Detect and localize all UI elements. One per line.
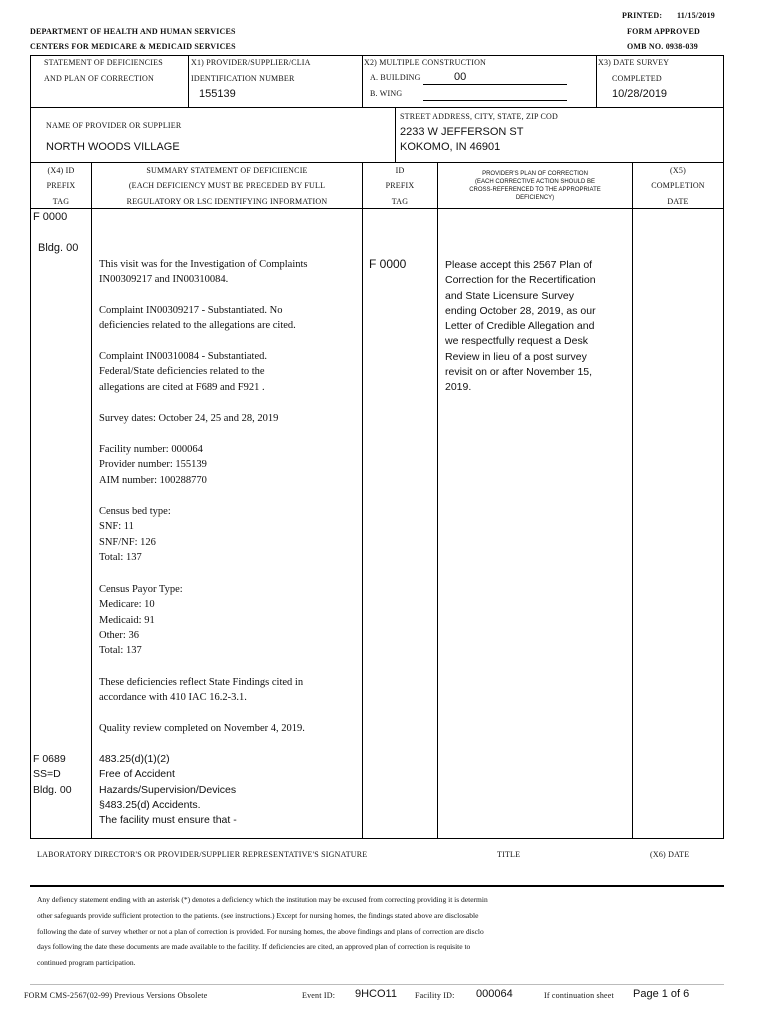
x4-header-2: PREFIX xyxy=(46,181,76,190)
provider-name-value: NORTH WOODS VILLAGE xyxy=(46,141,180,153)
summary-paragraph: Complaint IN00310084 - Substantiated. Federal/State deficiencies related to the allegations are cited at F689 and F921 . xyxy=(99,351,267,393)
regulation-text: 483.25(d)(1)(2) Free of Accident Hazards/Supervision/Devices §483.25(d) Accidents. The facility must ensure that - xyxy=(99,753,237,827)
address-line-1: 2233 W JEFFERSON ST xyxy=(400,126,524,138)
dept-title: DEPARTMENT OF HEALTH AND HUMAN SERVICES xyxy=(30,27,236,36)
summary-paragraph: Census bed type: SNF: 11 SNF/NF: 126 Total: 137 xyxy=(99,506,171,563)
wing-label: B. WING xyxy=(370,89,403,98)
id-header-1: ID xyxy=(395,166,405,175)
summary-header-2: (EACH DEFICIENCY MUST BE PRECEDED BY FULL xyxy=(128,181,326,190)
form-number: FORM CMS-2567(02-99) Previous Versions Obsolete xyxy=(24,991,208,1000)
centers-title: CENTERS FOR MEDICARE & MEDICAID SERVICES xyxy=(30,42,236,51)
summary-paragraph: Quality review completed on November 4, 2019. xyxy=(99,723,305,734)
building-value: 00 xyxy=(454,71,467,83)
omb-number: OMB NO. 0938-039 xyxy=(627,42,698,51)
x5-header-3: DATE xyxy=(667,197,689,206)
provider-id-value: 155139 xyxy=(199,88,236,100)
address-label: STREET ADDRESS, CITY, STATE, ZIP COD xyxy=(400,112,558,121)
statement-label-1: STATEMENT OF DEFICIENCIES xyxy=(44,58,163,67)
page-number: Page 1 of 6 xyxy=(633,988,690,1000)
tag-f0000-left: F 0000 xyxy=(33,211,68,223)
summary-paragraph: Facility number: 000064 Provider number: 155139 AIM number: 100288770 xyxy=(99,444,207,486)
disclaimer-line: continued program participation. xyxy=(37,958,136,967)
summary-paragraph: These deficiencies reflect State Findings cited in accordance with 410 IAC 16.2-3.1. xyxy=(99,677,304,704)
disclaimer-line: other safeguards provide sufficient protection to the patients. (see instructions.) Except for nursing homes, the findings stated above are disclosable xyxy=(37,911,479,920)
summary-paragraph: Complaint IN00309217 - Substantiated. No deficiencies related to the allegations are cited. xyxy=(99,305,296,332)
disclaimer-line: days following the date these documents are made available to the facility. If deficiencies are cited, an approved plan of correction is requisite to xyxy=(37,942,471,951)
facility-id-label: Facility ID: xyxy=(415,991,455,1000)
disclaimer-line: following the date of survey whether or not a plan of correction is provided. For nursing homes, the above findings and plans of correction are disclo xyxy=(37,927,484,936)
survey-date-value: 10/28/2019 xyxy=(612,88,668,100)
facility-id-value: 000064 xyxy=(476,988,513,1000)
form-approved: FORM APPROVED xyxy=(627,27,701,36)
tag-f0000-right: F 0000 xyxy=(369,257,407,271)
printed-label: PRINTED: xyxy=(622,11,663,20)
x3-label-1: X3) DATE SURVEY xyxy=(598,58,670,67)
tag-f0689-left: F 0689 SS=D Bldg. 00 xyxy=(33,753,72,796)
bldg-left-1: Bldg. 00 xyxy=(38,242,79,254)
plan-header-3: CROSS-REFERENCED TO THE APPROPRIATE xyxy=(469,187,601,193)
x2-label: X2) MULTIPLE CONSTRUCTION xyxy=(364,58,487,67)
disclaimer-line: Any defiency statement ending with an asterisk (*) denotes a deficiency which the institution may be excused from correcting providing it is determin xyxy=(37,895,488,904)
printed-date: 11/15/2019 xyxy=(677,11,716,20)
signature-label: LABORATORY DIRECTOR'S OR PROVIDER/SUPPLIER REPRESENTATIVE'S SIGNATURE xyxy=(37,850,368,859)
x1-label-2: IDENTIFICATION NUMBER xyxy=(191,74,295,83)
event-id-label: Event ID: xyxy=(302,991,336,1000)
address-line-2: KOKOMO, IN 46901 xyxy=(400,141,501,153)
event-id-value: 9HCO11 xyxy=(355,988,397,1000)
plan-header-1: PROVIDER'S PLAN OF CORRECTION xyxy=(482,171,588,177)
summary-header-3: REGULATORY OR LSC IDENTIFYING INFORMATION xyxy=(126,197,328,206)
x5-header-1: (X5) xyxy=(670,166,686,175)
summary-paragraph: Survey dates: October 24, 25 and 28, 2019 xyxy=(99,413,279,424)
statement-label-2: AND PLAN OF CORRECTION xyxy=(44,74,154,83)
id-header-3: TAG xyxy=(391,197,409,206)
building-label: A. BUILDING xyxy=(370,73,421,82)
x6-date-label: (X6) DATE xyxy=(650,850,690,859)
x3-label-2: COMPLETED xyxy=(612,74,662,83)
summary-paragraph: Census Payor Type: Medicare: 10 Medicaid: 91 Other: 36 Total: 137 xyxy=(99,584,183,657)
x1-label-1: X1) PROVIDER/SUPPLIER/CLIA xyxy=(191,58,311,67)
title-label: TITLE xyxy=(497,850,521,859)
id-header-2: PREFIX xyxy=(385,181,415,190)
provider-name-label: NAME OF PROVIDER OR SUPPLIER xyxy=(46,121,182,130)
plan-of-correction-text: Please accept this 2567 Plan of Correction for the Recertification and State Licensure Survey ending October 28, 2019, as our Letter of Credible Allegation and we respectfully request a Desk Review in lieu of a post survey revisit on or after November 15, 2019. xyxy=(445,259,596,394)
plan-header-2: (EACH CORRECTIVE ACTION SHOULD BE xyxy=(474,179,596,185)
x5-header-2: COMPLETION xyxy=(651,181,705,190)
x4-header-3: TAG xyxy=(52,197,70,206)
continuation-label: If continuation sheet xyxy=(544,991,614,1000)
summary-header-1: SUMMARY STATEMENT OF DEFICIIENCIE xyxy=(146,166,308,175)
summary-paragraph: This visit was for the Investigation of Complaints IN00309217 and IN00310084. xyxy=(99,259,308,286)
plan-header-4: DEFICIENCY) xyxy=(515,195,555,201)
x4-header-1: (X4) ID xyxy=(47,166,75,175)
